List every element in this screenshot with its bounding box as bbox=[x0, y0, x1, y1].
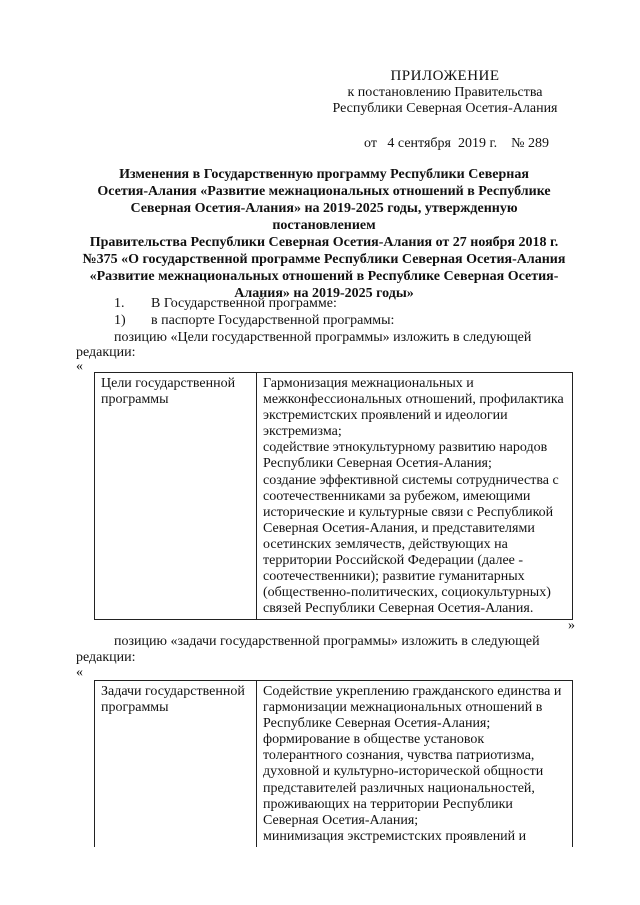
item-1-number: 1. bbox=[114, 296, 125, 311]
goals-content-line: (общественно-политических, социокультурных) bbox=[263, 585, 551, 601]
appendix-line-1: к постановлению Правительства bbox=[347, 85, 543, 100]
item-1-text: В Государственной программе: bbox=[151, 296, 337, 311]
tasks-label-line: Задачи государственной bbox=[101, 684, 245, 699]
goals-content-line: Гармонизация межнациональных и bbox=[263, 376, 474, 391]
close-quote-1: » bbox=[568, 618, 575, 633]
decree-date-number: от 4 сентября 2019 г. № 289 bbox=[364, 136, 549, 151]
open-quote-2: « bbox=[76, 665, 83, 680]
paragraph-1-line-1: позицию «Цели государственной программы» изложить в следующей bbox=[114, 330, 532, 345]
goals-content-line: исторические и культурные связи с Республикой bbox=[263, 504, 554, 520]
tasks-label-cell bbox=[95, 681, 257, 847]
tasks-content-line: Северная Осетия-Алания; bbox=[263, 812, 419, 828]
tasks-content-line: гармонизации межнациональных отношений в bbox=[263, 700, 543, 716]
tasks-content-line: Содействие укреплению гражданского единства и bbox=[263, 684, 562, 699]
open-quote-1: « bbox=[76, 359, 83, 374]
table-row bbox=[95, 373, 573, 620]
goals-label-line: Цели государственной bbox=[101, 376, 236, 391]
appendix-title: ПРИЛОЖЕНИЕ bbox=[390, 68, 500, 84]
document-heading bbox=[80, 166, 568, 302]
paragraph-2-line-1: позицию «задачи государственной программы» изложить в следующей bbox=[114, 634, 540, 649]
goals-content-line: осетинских землячеств, действующих на bbox=[263, 536, 508, 552]
heading-line: Осетия-Алания «Развитие межнациональных отношений в Республике bbox=[97, 184, 551, 199]
tasks-content-line: духовной и культурно-исторической общности bbox=[263, 764, 544, 780]
goals-content-line: экстремизма; bbox=[263, 424, 342, 440]
goals-table bbox=[94, 372, 573, 620]
heading-line: «Развитие межнациональных отношений в Республике Северная Осетия- bbox=[89, 269, 559, 284]
goals-content-line: Северная Осетия-Алания, и представителями bbox=[263, 520, 535, 536]
tasks-content-line: минимизация экстремистских проявлений и bbox=[263, 828, 527, 844]
heading-line: Алания» на 2019-2025 годы» bbox=[234, 286, 414, 301]
item-1-1-number: 1) bbox=[114, 313, 126, 328]
goals-content-cell bbox=[257, 373, 573, 620]
paragraph-1-line-2: редакции: bbox=[76, 345, 136, 360]
heading-line: Северная Осетия-Алания» на 2019-2025 годы, утвержденную постановлением bbox=[130, 201, 518, 233]
heading-line: №375 «О государственной программе Республики Северная Осетия-Алания bbox=[82, 252, 566, 267]
goals-label-cell bbox=[95, 373, 257, 620]
goals-content-line: содействие этнокультурному развитию народов bbox=[263, 440, 548, 456]
appendix-line-2: Республики Северная Осетия-Алания bbox=[332, 101, 558, 116]
tasks-content-line: толерантного сознания, чувства патриотизма, bbox=[263, 748, 535, 764]
goals-content-line: Республики Северная Осетия-Алания; bbox=[263, 456, 492, 472]
item-1-1-text: в паспорте Государственной программы: bbox=[151, 313, 395, 328]
tasks-label-line: программы bbox=[101, 700, 169, 716]
tasks-table bbox=[94, 680, 573, 847]
goals-content-line: межконфессиональных отношений, профилактика bbox=[263, 392, 564, 408]
goals-content-line: связей Республики Северная Осетия-Алания. bbox=[263, 601, 534, 617]
tasks-content-cell bbox=[257, 681, 573, 847]
tasks-content-line: представителей различных национальностей, bbox=[263, 780, 535, 796]
goals-content-line: территории Российской Федерации (далее - bbox=[263, 553, 524, 569]
tasks-content-line: Республике Северная Осетия-Алания; bbox=[263, 716, 491, 732]
table-row bbox=[95, 681, 573, 847]
tasks-content-line: формирование в обществе установок bbox=[263, 732, 485, 748]
goals-content-line: соотечественники); развитие гуманитарных bbox=[263, 569, 525, 585]
heading-line: Изменения в Государственную программу Республики Северная bbox=[119, 167, 529, 182]
paragraph-2-line-2: редакции: bbox=[76, 650, 136, 665]
goals-content-line: соотечественниками за рубежом, имеющими bbox=[263, 488, 531, 504]
goals-label-line: программы bbox=[101, 392, 169, 408]
goals-content-line: экстремистских проявлений и идеологии bbox=[263, 408, 508, 424]
goals-content-line: создание эффективной системы сотрудничества с bbox=[263, 472, 559, 488]
tasks-content-line: проживающих на территории Республики bbox=[263, 796, 513, 812]
appendix-block bbox=[320, 68, 570, 117]
heading-line: Правительства Республики Северная Осетия-Алания от 27 ноября 2018 г. bbox=[89, 235, 559, 250]
